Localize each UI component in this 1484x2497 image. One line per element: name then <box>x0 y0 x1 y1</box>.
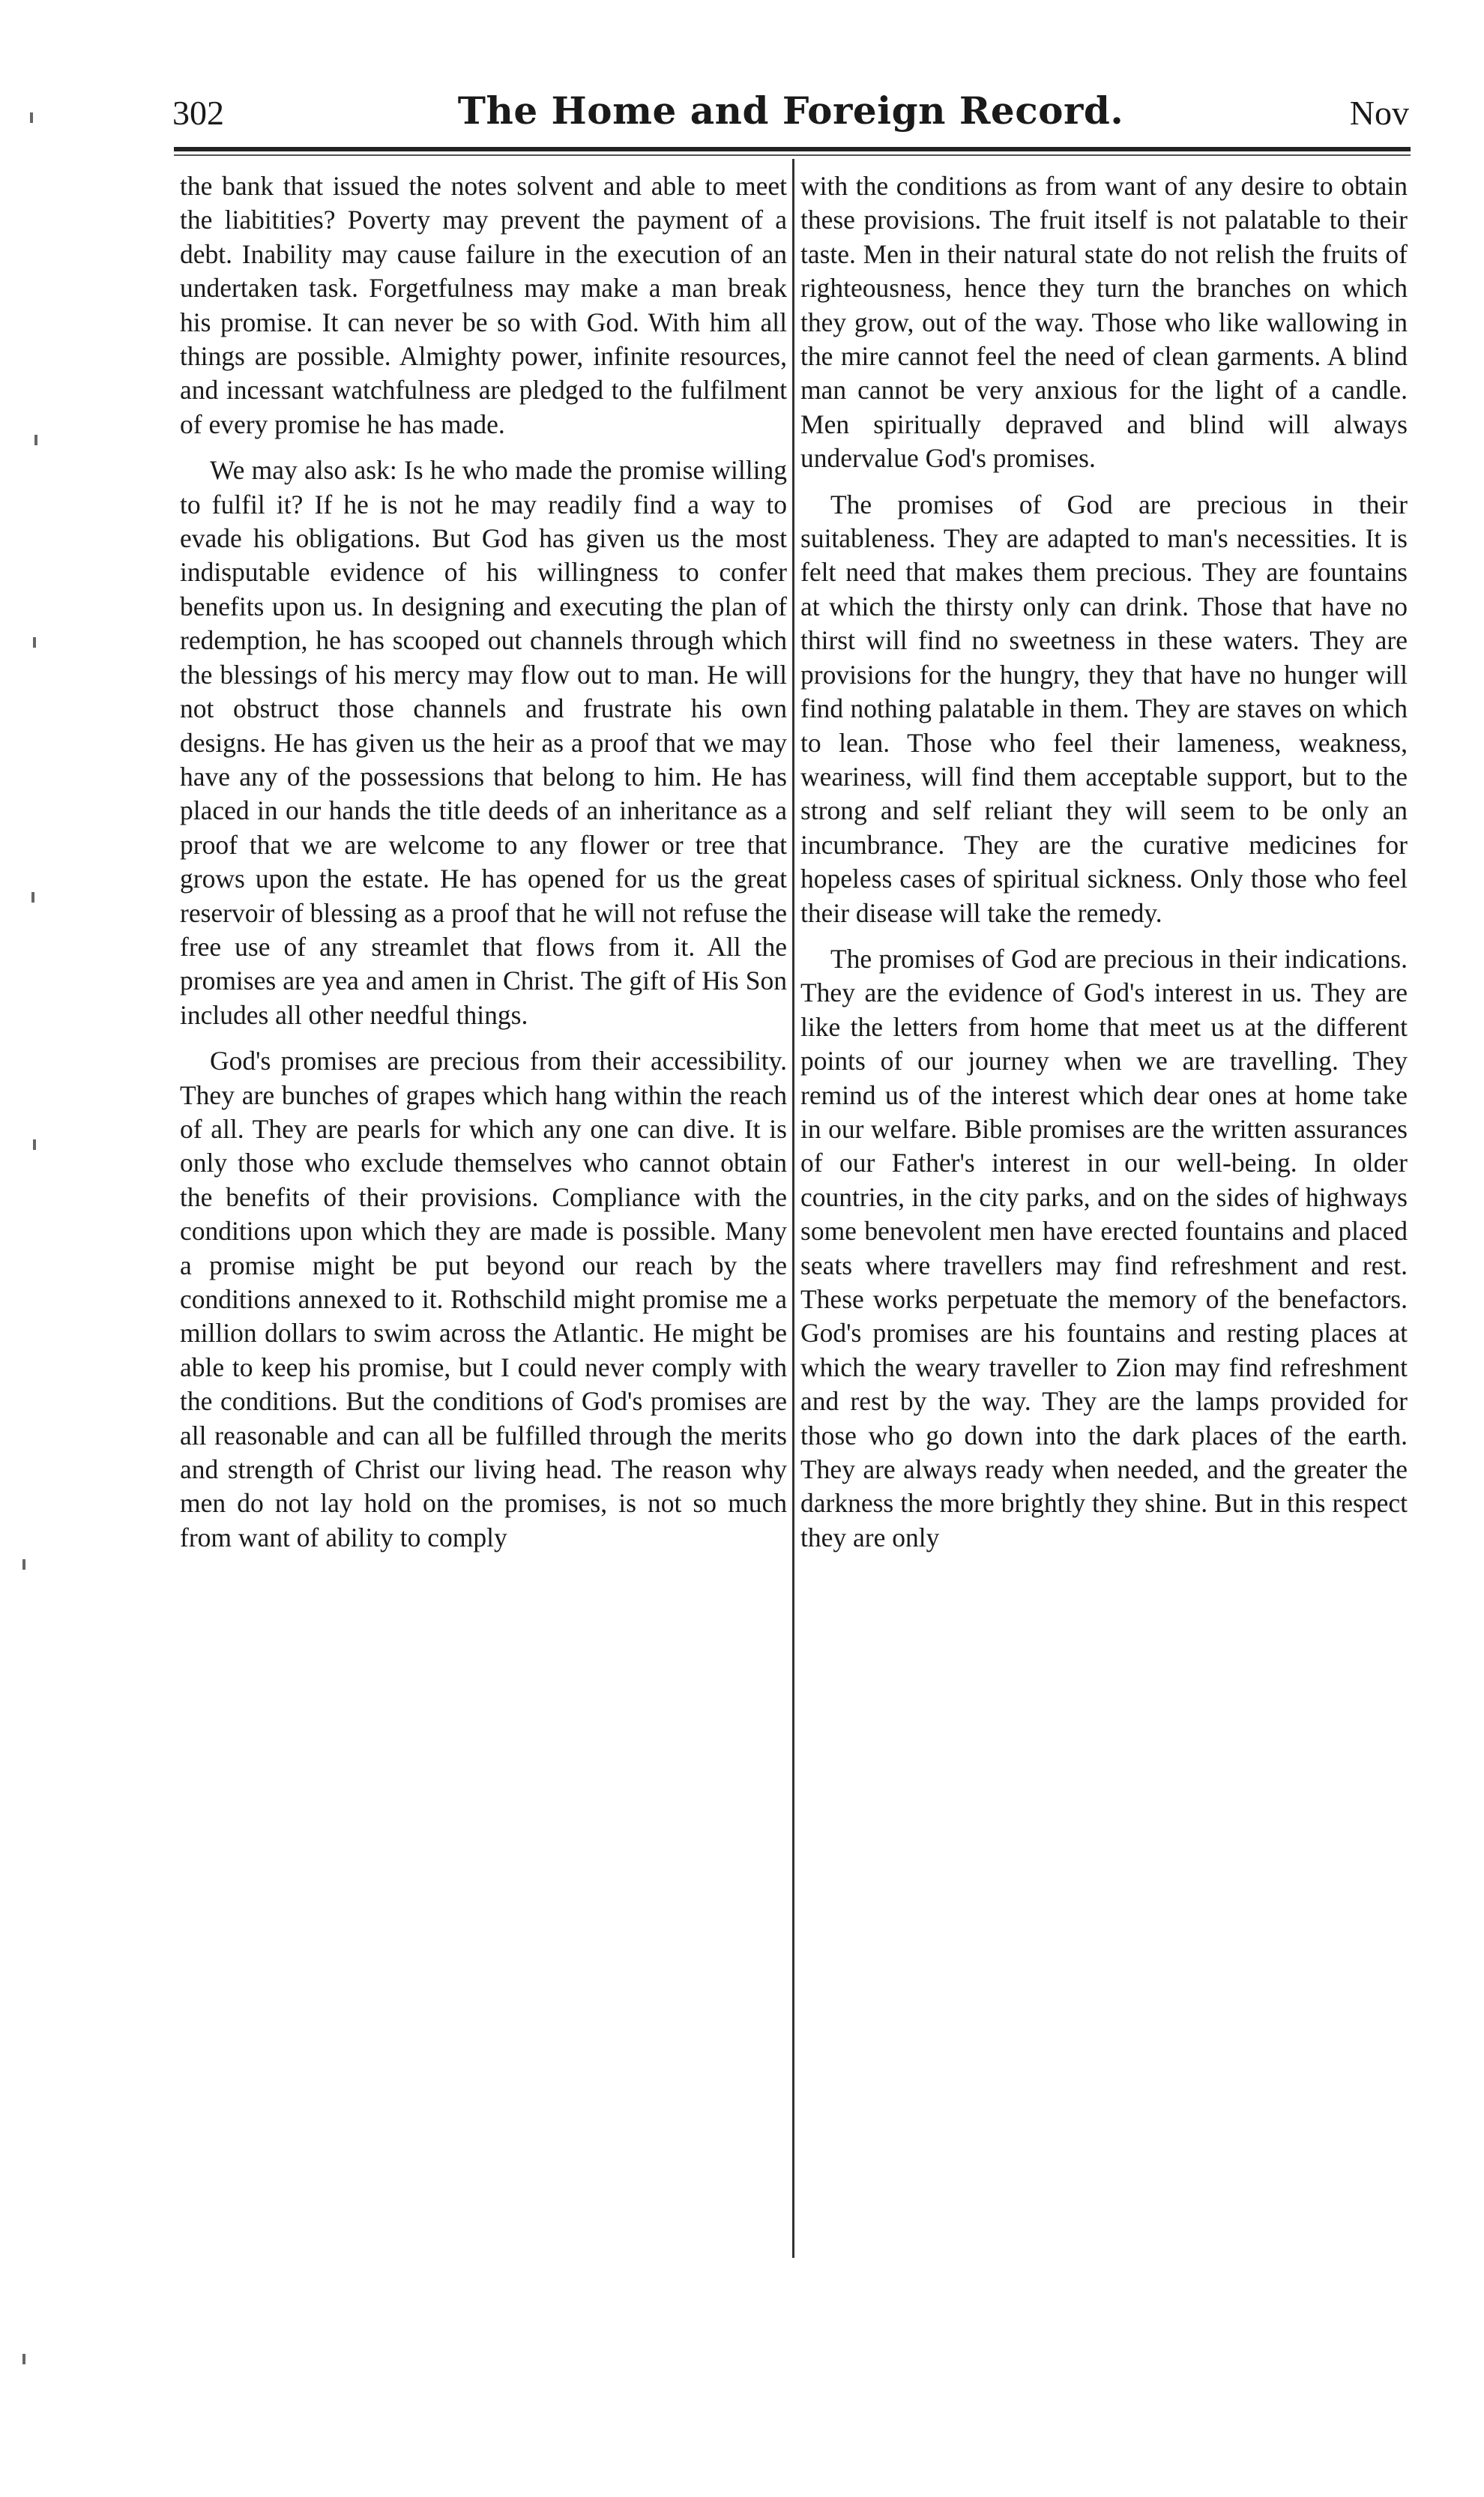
right-paragraph-2: The promises of God are precious in their suitableness. They are adapted to man's necessities. It is felt need that makes them precious. They are fountains at which the thirsty only can drink. Those that have no thirst will find no sweetness in these waters. They are provisions for the hungry, they that have no hunger will find nothing palatable in them. They are staves on which to lean. Those who feel their lameness, weakness, weariness, will find them acceptable support, but to the strong and self reliant they will seem to be only an incumbrance. They are the curative medicines for hopeless cases of spiritual sickness. Only those who feel their disease will take the remedy. <box>800 489 1408 928</box>
page-number: 302 <box>172 94 224 132</box>
right-column <box>800 169 1408 1567</box>
header-rule-thin <box>174 154 1411 156</box>
header-month: Nov <box>1349 94 1409 132</box>
margin-mark <box>30 112 33 123</box>
left-column <box>180 169 787 1567</box>
left-paragraph-1: the bank that issued the notes solvent and able to meet the liabitities? Poverty may prevent the payment of a debt. Inability may cause failure in the execution of an undertaken task. Forgetfulness may make a man break his promise. It can never be so with God. With him all things are possible. Almighty power, infinite resources, and incessant watchfulness are pledged to the fulfilment of every promise he has made. <box>180 171 787 439</box>
column-divider <box>792 159 794 2258</box>
margin-mark <box>22 2354 25 2364</box>
margin-mark <box>22 1559 25 1570</box>
right-paragraph-3: The promises of God are precious in their indications. They are the evidence of God's interest in us. They are like the letters from home that meet us at the different points of our journey when we are travelling. They remind us of the interest which dear ones at home take in our welfare. Bible promises are the written assurances of our Father's interest in our well-being. In older countries, in the city parks, and on the sides of highways some benevolent men have erected fountains and placed seats where travellers may find refreshment and rest. These works perpetuate the memory of the benefactors. God's promises are his fountains and resting places at which the weary traveller to Zion may find refreshment and rest by the way. They are the lamps provided for those who go down into the dark places of the earth. They are always ready when needed, and the greater the darkness the more brightly they shine. But in this respect they are only <box>800 943 1408 1552</box>
right-paragraph-1: with the conditions as from want of any desire to obtain these provisions. The fruit itself is not palatable to their taste. Men in their natural state do not relish the fruits of righteousness, hence they turn the branches on which they grow, out of the way. Those who like wallowing in the mire cannot feel the need of clean garments. A blind man cannot be very anxious for the light of a candle. Men spiritually depraved and blind will always undervalue God's promises. <box>800 171 1408 474</box>
left-paragraph-3: God's promises are precious from their accessibility. They are bunches of grapes which hang within the reach of all. They are pearls for which any one can dive. It is only those who exclude themselves who cannot obtain the benefits of their provisions. Compliance with the conditions upon which they are made is possible. Many a promise might be put beyond our reach by the conditions annexed to it. Rothschild might promise me a million dollars to swim across the Atlantic. He might be able to keep his promise, but I could never comply with the conditions. But the conditions of God's promises are all reasonable and can all be fulfilled through the merits and strength of Christ our living head. The reason why men do not lay hold on the promises, is not so much from want of ability to comply <box>180 1046 787 1552</box>
left-paragraph-2: We may also ask: Is he who made the promise willing to fulfil it? If he is not he may readily find a way to evade his obligations. But God has given us the most indisputable evidence of his willingness to confer benefits upon us. In designing and executing the plan of redemption, he has scooped out channels through which the blessings of his mercy may flow out to man. He will not obstruct those channels and frustrate his own designs. He has given us the heir as a proof that we may have any of the possessions that belong to him. He has placed in our hands the title deeds of an inheritance as a proof that we are welcome to any flower or tree that grows upon the estate. He has opened for us the great reservoir of blessing as a proof that he will not refuse the free use of any streamlet that flows from it. All the promises are yea and amen in Christ. The gift of His Son includes all other needful things. <box>180 455 787 1030</box>
running-title: The Home and Foreign Record. <box>457 88 1124 133</box>
page-header <box>172 88 1409 141</box>
margin-mark <box>31 892 34 903</box>
header-rule-thick <box>174 147 1411 151</box>
margin-mark <box>33 637 36 648</box>
margin-mark <box>33 1139 36 1150</box>
margin-mark <box>34 435 37 445</box>
